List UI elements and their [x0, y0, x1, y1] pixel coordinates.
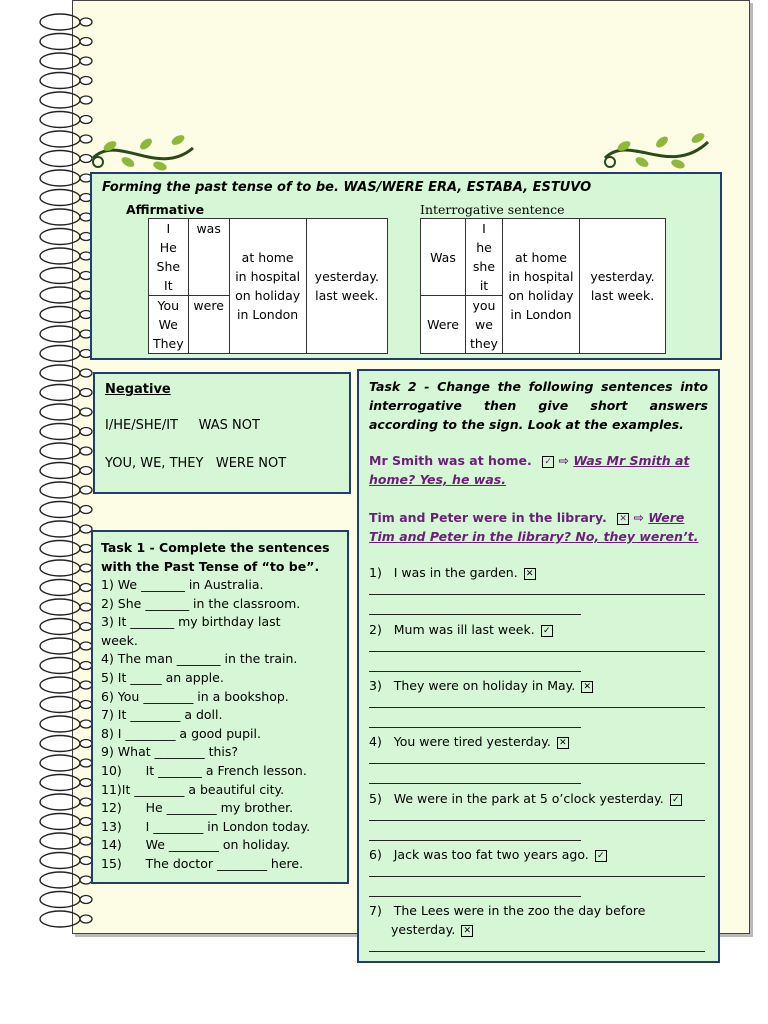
list-item: 15) The doctor ________ here. [101, 855, 304, 871]
answer-line [369, 651, 705, 652]
answer-line [369, 763, 705, 764]
spiral-ring [40, 131, 92, 147]
list-item: 9) What ________ this? [101, 744, 239, 760]
int-verb-were: Were [421, 296, 466, 354]
no-checkbox-icon: ✕ [581, 681, 593, 693]
spiral-ring [40, 580, 92, 596]
aff-times: yesterday. last week. [306, 219, 387, 354]
task1-box [91, 530, 349, 884]
negative-line-plural: YOU, WE, THEY WERE NOT [105, 456, 287, 471]
spiral-ring [40, 541, 92, 557]
aff-pronouns-singular: I He She It [149, 219, 189, 296]
int-places: at home in hospital on holiday in London [503, 219, 580, 354]
no-checkbox-icon: ✕ [617, 513, 629, 525]
spiral-ring [40, 268, 92, 284]
spiral-ring [40, 814, 92, 830]
list-item: 6) You ________ in a bookshop. [101, 688, 289, 704]
no-checkbox-icon: ✕ [557, 737, 569, 749]
yes-checkbox-icon: ✓ [670, 794, 682, 806]
spiral-ring [40, 443, 92, 459]
spiral-ring [40, 92, 92, 108]
task2-heading: Task 2 - Change the following sentences into interrogative then give short answers according to the sign. Look at the examples. [369, 379, 708, 432]
spiral-ring [40, 463, 92, 479]
arrow-icon: ⇨ [633, 510, 644, 525]
int-times: yesterday. last week. [580, 219, 666, 354]
grammar-title: Forming the past tense of to be. WAS/WERE ERA, ESTABA, ESTUVO [102, 180, 592, 195]
no-checkbox-icon: ✕ [461, 925, 473, 937]
answer-line [369, 840, 581, 841]
spiral-ring [40, 619, 92, 635]
spiral-ring [40, 14, 92, 30]
negative-title: Negative [105, 382, 171, 397]
interrogative-table [420, 218, 666, 354]
spiral-ring [40, 424, 92, 440]
spiral-ring [40, 307, 92, 323]
list-item: 11)It ________ a beautiful city. [101, 781, 285, 797]
example-1 [369, 451, 708, 489]
spiral-ring [40, 560, 92, 576]
spiral-ring [40, 287, 92, 303]
list-item: 7) It ________ a doll. [101, 707, 223, 723]
exercise-item-7-cont: yesterday. ✕ [391, 922, 473, 937]
yes-checkbox-icon: ✓ [542, 456, 554, 468]
answer-line [369, 876, 705, 877]
exercise-item-2: 2) Mum was ill last week. ✓ [369, 622, 553, 637]
spiral-ring [40, 677, 92, 693]
spiral-ring [40, 794, 92, 810]
spiral-ring [40, 209, 92, 225]
answer-line [369, 783, 581, 784]
grammar-box [90, 172, 722, 360]
spiral-ring [40, 716, 92, 732]
vine-decoration-right-icon [600, 128, 714, 176]
example-2-answer: Were Tim and Peter in the library? No, they weren’t. [369, 510, 699, 544]
spiral-ring [40, 34, 92, 50]
spiral-ring [40, 892, 92, 908]
spiral-ring [40, 736, 92, 752]
aff-pronouns-plural: You We They [149, 296, 189, 354]
spiral-ring [40, 229, 92, 245]
list-item: 4) The man _______ in the train. [101, 651, 298, 667]
int-pronouns-plural: you we they [466, 296, 503, 354]
int-verb-was: Was [421, 219, 466, 296]
spiral-ring [40, 170, 92, 186]
list-item: 1) We _______ in Australia. [101, 577, 264, 592]
spiral-ring [40, 658, 92, 674]
list-item: 12) He ________ my brother. [101, 800, 294, 816]
spiral-ring [40, 853, 92, 869]
aff-verb-was: was [188, 219, 229, 296]
spiral-ring [40, 326, 92, 342]
list-item: 14) We ________ on holiday. [101, 837, 291, 853]
exercise-item-4: 4) You were tired yesterday. ✕ [369, 734, 569, 749]
answer-line [369, 820, 705, 821]
spiral-ring [40, 53, 92, 69]
list-item: 3) It _______ my birthday last [101, 614, 281, 630]
answer-line [369, 896, 581, 897]
list-item: 13) I ________ in London today. [101, 818, 311, 834]
negative-box [93, 372, 351, 494]
answer-line [369, 594, 705, 595]
exercise-item-3: 3) They were on holiday in May. ✕ [369, 678, 593, 693]
aff-places: at home in hospital on holiday in London [229, 219, 306, 354]
spiral-ring [40, 638, 92, 654]
spiral-ring [40, 911, 92, 927]
task1-heading-cont: with the Past Tense of “to be”. [101, 559, 320, 574]
example-1-answer: Was Mr Smith at home? Yes, he was. [369, 453, 690, 487]
spiral-ring [40, 521, 92, 537]
spiral-ring [40, 73, 92, 89]
spiral-ring [40, 112, 92, 128]
arrow-icon: ⇨ [558, 453, 569, 468]
negative-line-singular: I/HE/SHE/IT WAS NOT [105, 418, 260, 433]
spiral-ring [40, 697, 92, 713]
task1-list [101, 576, 339, 874]
spiral-ring [40, 346, 92, 362]
spiral-ring [40, 502, 92, 518]
exercise-item-1: 1) I was in the garden. ✕ [369, 565, 536, 580]
affirmative-table [148, 218, 388, 354]
list-item: week. [101, 632, 138, 648]
list-item: 5) It _____ an apple. [101, 669, 224, 685]
interrogative-label: Interrogative sentence [420, 202, 565, 217]
vine-decoration-left-icon [88, 128, 198, 176]
int-pronouns-singular: I he she it [466, 219, 503, 296]
no-checkbox-icon: ✕ [524, 568, 536, 580]
list-item: 8) I ________ a good pupil. [101, 725, 261, 741]
answer-line [369, 727, 581, 728]
example-1-question: Mr Smith was at home. [369, 453, 532, 468]
spiral-ring [40, 151, 92, 167]
yes-checkbox-icon: ✓ [541, 625, 553, 637]
task2-box [357, 369, 720, 963]
list-item: 10) It _______ a French lesson. [101, 762, 307, 778]
yes-checkbox-icon: ✓ [595, 850, 607, 862]
spiral-ring [40, 385, 92, 401]
exercise-item-5: 5) We were in the park at 5 o’clock yesterday. ✓ [369, 791, 682, 806]
example-2 [369, 508, 708, 546]
answer-line [369, 671, 581, 672]
spiral-ring [40, 775, 92, 791]
list-item: 2) She _______ in the classroom. [101, 595, 301, 611]
aff-verb-were: were [188, 296, 229, 354]
answer-line [369, 707, 705, 708]
answer-line [369, 951, 705, 952]
exercise-item-7: 7) The Lees were in the zoo the day before [369, 903, 646, 918]
spiral-ring [40, 365, 92, 381]
spiral-ring [40, 248, 92, 264]
spiral-ring [40, 833, 92, 849]
spiral-ring [40, 755, 92, 771]
example-2-question: Tim and Peter were in the library. [369, 510, 607, 525]
spiral-ring [40, 872, 92, 888]
spiral-ring [40, 190, 92, 206]
spiral-ring [40, 599, 92, 615]
spiral-ring [40, 404, 92, 420]
answer-line [369, 614, 581, 615]
exercise-item-6: 6) Jack was too fat two years ago. ✓ [369, 847, 607, 862]
task1-heading: Task 1 - Complete the sentences [101, 540, 330, 555]
affirmative-label: Affirmative [126, 202, 205, 217]
spiral-ring [40, 482, 92, 498]
